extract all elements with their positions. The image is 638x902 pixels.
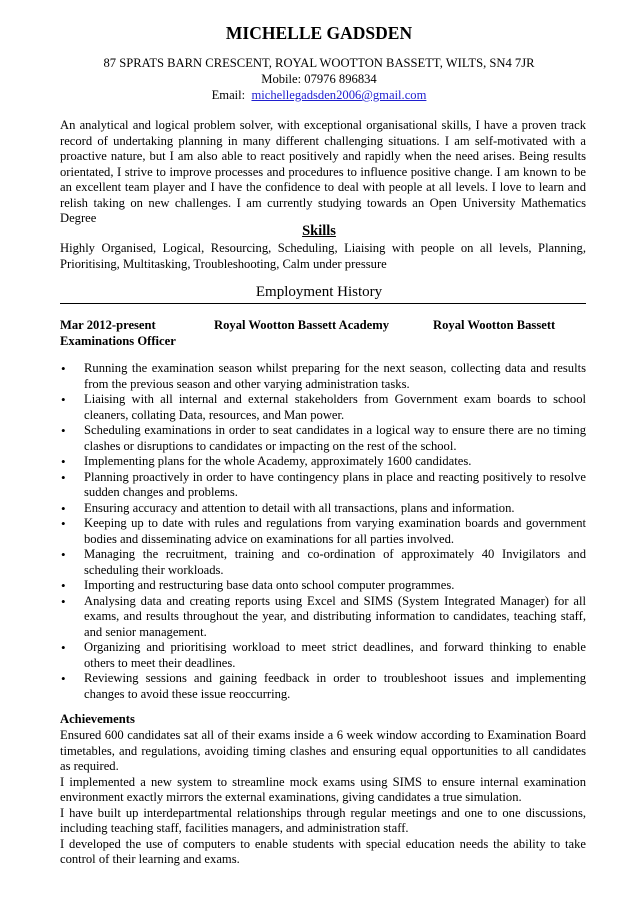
list-item: • Planning proactively in order to have contingency plans in place and reacting positively to resolve sudden changes and problems.	[60, 470, 586, 501]
list-item: • Liaising with all internal and external stakeholders from Government exam boards to school cleaners, collating Data, resources, and Man power.	[60, 392, 586, 423]
list-item: • Organizing and prioritising workload to meet strict deadlines, and forward thinking to enable others to meet their deadlines.	[60, 640, 586, 671]
list-item: • Scheduling examinations in order to seat candidates in a logical way to ensure there are no timing clashes or disruptions to candidates or impacting on the rest of the school.	[60, 423, 586, 454]
mobile-number: Mobile: 07976 896834	[261, 72, 377, 86]
list-item: • Analysing data and creating reports using Excel and SIMS (System Integrated Manager) for all exams, and results throughout the year, and distributing information to candidates, teaching staff, and senior management.	[60, 594, 586, 641]
achievement-item: Ensured 600 candidates sat all of their exams inside a 6 week window according to Examination Board timetables, and regulations, avoiding timing clashes and ensuring equal opportunities to all candidates as required.	[60, 728, 586, 773]
employment-heading: Employment History	[255, 284, 383, 300]
list-item: • Importing and restructuring base data onto school computer programmes.	[60, 578, 586, 594]
section-divider	[60, 303, 586, 304]
list-item: • Managing the recruitment, training and co-ordination of approximately 40 Invigilators and scheduling their workloads.	[60, 547, 586, 578]
list-item: • Reviewing sessions and gaining feedback in order to troubleshoot issues and implementing changes to avoid these issue reoccurring.	[60, 671, 586, 702]
list-item: • Keeping up to date with rules and regulations from varying examination boards and government bodies and disseminating advice on examinations for all parties involved.	[60, 516, 586, 547]
skills-list: Highly Organised, Logical, Resourcing, Scheduling, Liaising with people on all levels, Planning, Prioritising, Multitasking, Troubleshooting, Calm under pressure	[60, 241, 586, 271]
personal-summary: An analytical and logical problem solver, with exceptional organisational skills, I have a proven track record of undertaking planning in many different challenging situations. I am self-motivated with a proactive nature, but I am also able to react positively and rapidly when the need arises. Being results orientated, I strive to improve processes and procedures to influence positive change. I am known to be an excellent team player and I have the confidence to deal with people at all levels. I love to learn and relish taking on new challenges. I am currently studying towards an Open University Mathematics Degree	[60, 118, 586, 225]
email-label: Email:	[211, 88, 246, 102]
job-dates: Mar 2012-present	[60, 318, 156, 332]
list-item: • Running the examination season whilst preparing for the next season, collecting data and results from the previous season and other varying administration tasks.	[60, 361, 586, 392]
job-title: Examinations Officer	[60, 334, 176, 348]
achievement-item: I have built up interdepartmental relationships through regular meetings and one to one discussions, including teaching staff, facilities managers, and administration staff.	[60, 805, 586, 835]
job-employer: Royal Wootton Bassett Academy	[214, 318, 390, 332]
achievement-item: I implemented a new system to streamline mock exams using SIMS to ensure internal examination environment exactly mirrors the external examinations, giving candidates a true simulation.	[60, 774, 586, 804]
email-link[interactable]: michellegadsden2006@gmail.com	[251, 88, 427, 102]
achievements-heading: Achievements	[60, 712, 135, 726]
job-location: Royal Wootton Bassett	[433, 318, 556, 332]
duties-list	[60, 361, 586, 702]
achievements-list	[60, 728, 586, 868]
job-header	[60, 318, 586, 334]
skills-heading: Skills	[302, 223, 336, 239]
address: 87 SPRATS BARN CRESCENT, ROYAL WOOTTON BASSETT, WILTS, SN4 7JR	[103, 56, 535, 70]
achievement-item: I developed the use of computers to enable students with special education needs the ability to take control of their learning and exams.	[60, 836, 586, 866]
list-item: • Ensuring accuracy and attention to detail with all transactions, plans and information.	[60, 501, 586, 517]
email-line	[0, 88, 638, 104]
candidate-name: MICHELLE GADSDEN	[225, 23, 413, 43]
list-item: • Implementing plans for the whole Academy, approximately 1600 candidates.	[60, 454, 586, 470]
